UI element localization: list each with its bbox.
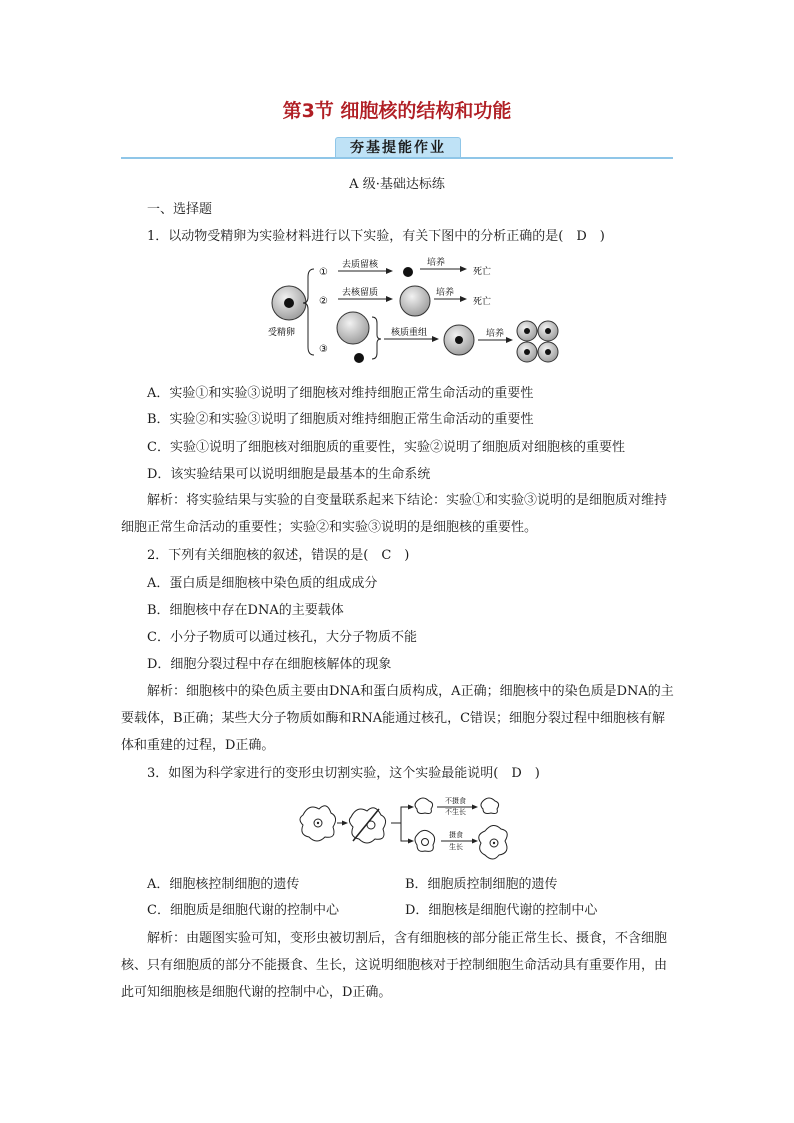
- top-label-2: 不生长: [445, 808, 466, 816]
- q1-option-a: A．实验①和实验③说明了细胞核对维持细胞正常生命活动的重要性: [147, 386, 534, 401]
- q1-option-b: B．实验②和实验③说明了细胞质对维持细胞正常生命活动的重要性: [147, 412, 534, 427]
- nucleus-only: [403, 267, 413, 277]
- q3-stem: 3．如图为科学家进行的变形虫切割实验，这个实验最能说明( D ): [147, 766, 540, 781]
- q3-option-d: D．细胞核是细胞代谢的控制中心: [405, 903, 598, 918]
- enucleated-cell: [337, 312, 369, 344]
- q3-analysis: 解析：由题图实验可知，变形虫被切割后，含有细胞核的部分能正常生长、摄食，不含细胞核、只有细胞质的部分不能摄食、生长，这说明细胞核对于控制细胞生命活动具有重要作用，由此可知细胞核是细胞代谢的控制中心，D正确。: [121, 931, 668, 1000]
- level-heading: A 级·基础达标练: [349, 177, 445, 192]
- exp2-result: 死亡: [473, 297, 492, 307]
- exp3-action: 核质重组: [391, 328, 428, 338]
- exp2-culture: 培养: [436, 288, 455, 298]
- q1-option-c: C．实验①说明了细胞核对细胞质的重要性，实验②说明了细胞质对细胞核的重要性: [147, 440, 625, 455]
- amoeba-whole: [300, 806, 336, 841]
- isolated-nucleus: [354, 353, 364, 363]
- zygote-cell: [272, 286, 306, 320]
- q3-option-c: C．细胞质是细胞代谢的控制中心: [147, 903, 339, 918]
- cytoplasm-fragment: [415, 798, 433, 814]
- section-heading: 一、选择题: [147, 202, 213, 217]
- exp1-result: 死亡: [473, 267, 492, 277]
- zygote-label: 受精卵: [268, 328, 296, 338]
- title-divider: [121, 157, 673, 159]
- bottom-label-1: 摄食: [449, 831, 463, 839]
- q3-option-b: B．细胞质控制细胞的遗传: [405, 877, 558, 892]
- divided-cells: [517, 321, 558, 362]
- branch-arrow-bottom: [401, 823, 413, 841]
- q2-option-d: D．细胞分裂过程中存在细胞核解体的现象: [147, 657, 392, 672]
- exp2-action: 去核留质: [342, 288, 379, 298]
- brace-small: [372, 317, 381, 359]
- exp3-number: ③: [319, 344, 328, 355]
- q1-experiment-figure: [262, 255, 568, 371]
- exp1-action: 去质留核: [342, 260, 379, 270]
- homework-banner: 夯基提能作业: [335, 137, 461, 159]
- exp2-number: ②: [319, 296, 328, 307]
- q2-analysis: 解析：细胞核中的染色质主要由DNA和蛋白质构成，A正确；细胞核中的染色质是DNA的主要载体，B正确；某些大分子物质如酶和RNA能通过核孔，C错误；细胞分裂过程中细胞核有解体和重建的过程，D正确。: [121, 684, 674, 753]
- q1-stem: 1．以动物受精卵为实验材料进行以下实验，有关下图中的分析正确的是( D ): [147, 229, 605, 244]
- q3-option-a: A．细胞核控制细胞的遗传: [147, 877, 300, 892]
- recombined-cell: [444, 325, 474, 355]
- branch-arrow-top: [391, 807, 413, 823]
- q2-option-a: A．蛋白质是细胞核中染色质的组成成分: [147, 576, 378, 591]
- top-label-1: 不摄食: [445, 797, 466, 805]
- exp1-culture: 培养: [427, 258, 446, 268]
- nucleated-fragment: [415, 830, 435, 851]
- exp3-culture: 培养: [486, 329, 505, 339]
- q2-option-c: C．小分子物质可以通过核孔，大分子物质不能: [147, 630, 417, 645]
- q2-stem: 2．下列有关细胞核的叙述，错误的是( C ): [147, 548, 410, 563]
- bottom-label-2: 生长: [449, 843, 463, 851]
- q3-amoeba-figure: [295, 795, 517, 863]
- page-title: 第3节 细胞核的结构和功能: [282, 100, 512, 122]
- cytoplasm-fragment-result: [481, 798, 499, 814]
- q1-option-d: D．该实验结果可以说明细胞是最基本的生命系统: [147, 467, 431, 482]
- exp1-number: ①: [319, 267, 328, 278]
- grown-amoeba: [479, 825, 508, 859]
- brace: [303, 269, 314, 355]
- q2-option-b: B．细胞核中存在DNA的主要载体: [147, 603, 344, 618]
- q1-analysis: 解析：将实验结果与实验的自变量联系起来下结论：实验①和实验③说明的是细胞质对维持细胞正常生命活动的重要性；实验②和实验③说明的是细胞核的重要性。: [121, 493, 668, 535]
- cytoplasm-only: [400, 286, 430, 316]
- amoeba-cut: [349, 808, 385, 843]
